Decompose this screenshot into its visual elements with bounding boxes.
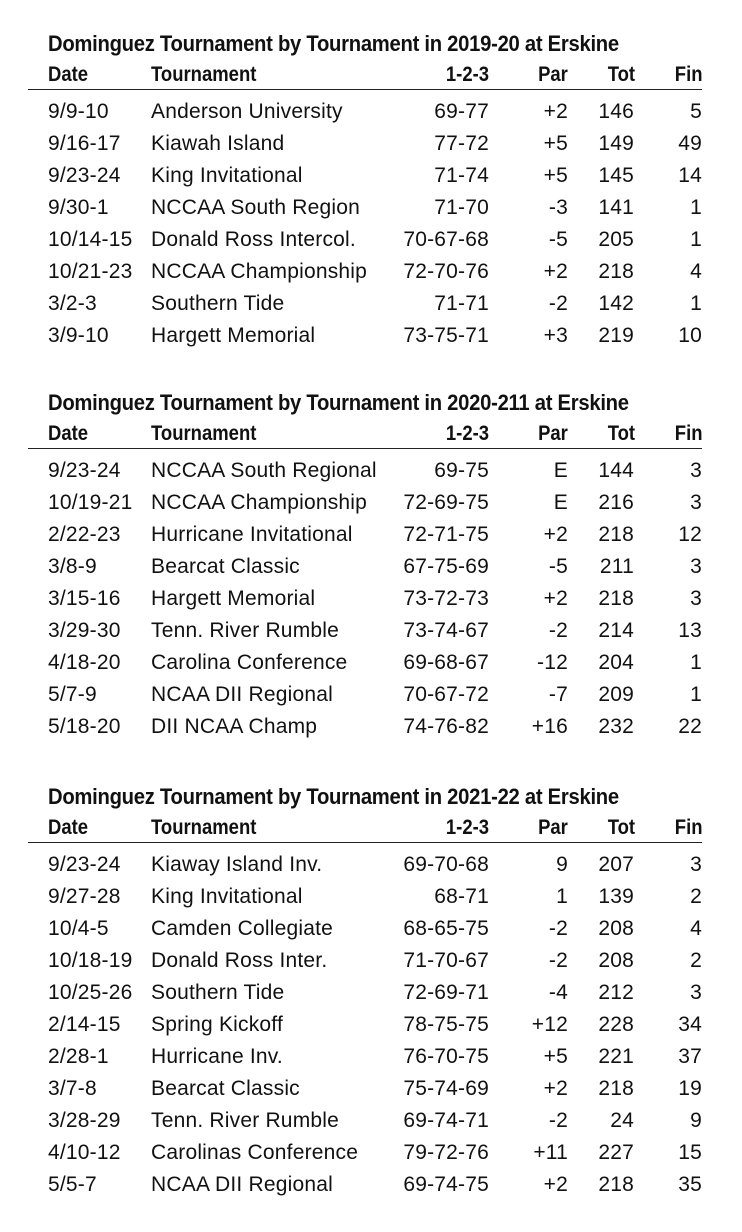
date-cell: 9/27-28 bbox=[48, 885, 121, 908]
tournament-cell: Hurricane Invitational bbox=[151, 523, 353, 546]
table-body bbox=[0, 455, 742, 743]
total-cell: 228 bbox=[598, 1013, 634, 1036]
par-cell: E bbox=[553, 491, 568, 514]
par-cell: +5 bbox=[543, 1045, 568, 1068]
header-rounds: 1-2-3 bbox=[445, 422, 489, 445]
rounds-cell: 71-74 bbox=[434, 164, 489, 187]
tournament-cell: NCCAA Championship bbox=[151, 491, 368, 514]
par-cell: -5 bbox=[548, 228, 568, 251]
rounds-cell: 73-75-71 bbox=[403, 324, 489, 347]
tournament-cell: Bearcat Classic bbox=[151, 1077, 300, 1100]
finish-cell: 13 bbox=[678, 619, 702, 642]
tournament-cell: King Invitational bbox=[151, 164, 303, 187]
header-tournament: Tournament bbox=[151, 422, 257, 445]
table-row bbox=[0, 1169, 742, 1201]
finish-cell: 3 bbox=[690, 587, 702, 610]
rounds-cell: 69-74-75 bbox=[403, 1173, 489, 1196]
table-row bbox=[0, 192, 742, 224]
rounds-cell: 71-70-67 bbox=[403, 949, 489, 972]
rounds-cell: 70-67-72 bbox=[403, 683, 489, 706]
table-row bbox=[0, 288, 742, 320]
header-par: Par bbox=[538, 422, 568, 445]
rounds-cell: 71-71 bbox=[434, 292, 489, 315]
tournament-cell: Southern Tide bbox=[151, 292, 285, 315]
date-cell: 10/21-23 bbox=[48, 260, 133, 283]
tournament-cell: Hurricane Inv. bbox=[151, 1045, 283, 1068]
table-body bbox=[0, 96, 742, 352]
date-cell: 10/14-15 bbox=[48, 228, 133, 251]
table-row bbox=[0, 647, 742, 679]
tournament-cell: Hargett Memorial bbox=[151, 324, 316, 347]
header-date: Date bbox=[48, 63, 89, 86]
header-divider bbox=[28, 89, 702, 90]
total-cell: 218 bbox=[598, 1173, 634, 1196]
finish-cell: 49 bbox=[678, 132, 702, 155]
rounds-cell: 72-69-75 bbox=[403, 491, 489, 514]
finish-cell: 3 bbox=[690, 555, 702, 578]
date-cell: 3/9-10 bbox=[48, 324, 109, 347]
total-cell: 139 bbox=[598, 885, 634, 908]
tournament-cell: Anderson University bbox=[151, 100, 343, 123]
par-cell: -2 bbox=[548, 917, 568, 940]
finish-cell: 2 bbox=[690, 949, 702, 972]
total-cell: 149 bbox=[598, 132, 634, 155]
date-cell: 9/23-24 bbox=[48, 164, 121, 187]
finish-cell: 5 bbox=[690, 100, 702, 123]
par-cell: +12 bbox=[531, 1013, 568, 1036]
header-finish: Fin bbox=[674, 63, 702, 86]
section-title: Dominguez Tournament by Tournament in 2021-22 at Erskine bbox=[48, 784, 619, 809]
total-cell: 207 bbox=[598, 853, 634, 876]
par-cell: -2 bbox=[548, 949, 568, 972]
total-cell: 144 bbox=[598, 459, 634, 482]
finish-cell: 3 bbox=[690, 459, 702, 482]
date-cell: 9/23-24 bbox=[48, 459, 121, 482]
header-par: Par bbox=[538, 63, 568, 86]
table-row bbox=[0, 320, 742, 352]
date-cell: 4/10-12 bbox=[48, 1141, 121, 1164]
rounds-cell: 76-70-75 bbox=[403, 1045, 489, 1068]
tournament-cell: NCAA DII Regional bbox=[151, 1173, 333, 1196]
table-row bbox=[0, 224, 742, 256]
rounds-cell: 73-74-67 bbox=[403, 619, 489, 642]
par-cell: -7 bbox=[548, 683, 568, 706]
date-cell: 9/30-1 bbox=[48, 196, 109, 219]
tournament-cell: Carolina Conference bbox=[151, 651, 348, 674]
rounds-cell: 70-67-68 bbox=[403, 228, 489, 251]
rounds-cell: 68-71 bbox=[434, 885, 489, 908]
header-total: Tot bbox=[607, 63, 635, 86]
par-cell: +2 bbox=[543, 587, 568, 610]
table-header bbox=[0, 422, 742, 446]
tournament-cell: Tenn. River Rumble bbox=[151, 619, 340, 642]
par-cell: +2 bbox=[543, 100, 568, 123]
date-cell: 2/14-15 bbox=[48, 1013, 121, 1036]
finish-cell: 1 bbox=[690, 651, 702, 674]
par-cell: -4 bbox=[548, 981, 568, 1004]
table-header bbox=[0, 816, 742, 840]
total-cell: 24 bbox=[610, 1109, 634, 1132]
date-cell: 5/7-9 bbox=[48, 683, 97, 706]
tournament-cell: Camden Collegiate bbox=[151, 917, 334, 940]
table-row bbox=[0, 849, 742, 881]
par-cell: +16 bbox=[531, 715, 568, 738]
table-header bbox=[0, 63, 742, 87]
finish-cell: 1 bbox=[690, 292, 702, 315]
par-cell: -2 bbox=[548, 619, 568, 642]
table-row bbox=[0, 583, 742, 615]
par-cell: +2 bbox=[543, 260, 568, 283]
rounds-cell: 69-70-68 bbox=[403, 853, 489, 876]
par-cell: 9 bbox=[556, 853, 568, 876]
table-row bbox=[0, 519, 742, 551]
tournament-cell: Spring Kickoff bbox=[151, 1013, 283, 1036]
header-total: Tot bbox=[607, 816, 635, 839]
date-cell: 10/25-26 bbox=[48, 981, 133, 1004]
finish-cell: 2 bbox=[690, 885, 702, 908]
tournament-cell: NCCAA South Regional bbox=[151, 459, 377, 482]
header-finish: Fin bbox=[674, 816, 702, 839]
par-cell: -5 bbox=[548, 555, 568, 578]
header-finish: Fin bbox=[674, 422, 702, 445]
date-cell: 3/7-8 bbox=[48, 1077, 97, 1100]
rounds-cell: 73-72-73 bbox=[403, 587, 489, 610]
total-cell: 209 bbox=[598, 683, 634, 706]
finish-cell: 9 bbox=[690, 1109, 702, 1132]
table-row bbox=[0, 551, 742, 583]
finish-cell: 37 bbox=[678, 1045, 702, 1068]
rounds-cell: 68-65-75 bbox=[403, 917, 489, 940]
table-row bbox=[0, 128, 742, 160]
total-cell: 211 bbox=[599, 555, 634, 578]
finish-cell: 1 bbox=[690, 683, 702, 706]
rounds-cell: 78-75-75 bbox=[403, 1013, 489, 1036]
tournament-cell: Kiaway Island Inv. bbox=[151, 853, 323, 876]
finish-cell: 1 bbox=[690, 196, 702, 219]
total-cell: 227 bbox=[598, 1141, 634, 1164]
tournament-cell: Donald Ross Inter. bbox=[151, 949, 328, 972]
tournament-cell: Bearcat Classic bbox=[151, 555, 300, 578]
rounds-cell: 69-68-67 bbox=[403, 651, 489, 674]
header-divider bbox=[28, 448, 702, 449]
tournament-cell: NCAA DII Regional bbox=[151, 683, 333, 706]
total-cell: 212 bbox=[598, 981, 634, 1004]
finish-cell: 4 bbox=[690, 260, 702, 283]
total-cell: 208 bbox=[598, 949, 634, 972]
total-cell: 146 bbox=[598, 100, 634, 123]
total-cell: 204 bbox=[598, 651, 634, 674]
header-divider bbox=[28, 842, 702, 843]
par-cell: E bbox=[553, 459, 568, 482]
rounds-cell: 72-69-71 bbox=[403, 981, 489, 1004]
rounds-cell: 67-75-69 bbox=[403, 555, 489, 578]
table-row bbox=[0, 455, 742, 487]
total-cell: 218 bbox=[598, 587, 634, 610]
finish-cell: 3 bbox=[690, 491, 702, 514]
date-cell: 5/5-7 bbox=[48, 1173, 97, 1196]
date-cell: 2/28-1 bbox=[48, 1045, 109, 1068]
total-cell: 214 bbox=[598, 619, 634, 642]
table-row bbox=[0, 977, 742, 1009]
section-title: Dominguez Tournament by Tournament in 2019-20 at Erskine bbox=[48, 31, 619, 56]
tournament-cell: Kiawah Island bbox=[151, 132, 285, 155]
date-cell: 10/19-21 bbox=[48, 491, 133, 514]
par-cell: -2 bbox=[548, 1109, 568, 1132]
header-date: Date bbox=[48, 816, 89, 839]
table-row bbox=[0, 256, 742, 288]
rounds-cell: 75-74-69 bbox=[403, 1077, 489, 1100]
date-cell: 3/8-9 bbox=[48, 555, 97, 578]
finish-cell: 34 bbox=[678, 1013, 702, 1036]
total-cell: 219 bbox=[598, 324, 634, 347]
header-date: Date bbox=[48, 422, 89, 445]
par-cell: +5 bbox=[543, 132, 568, 155]
finish-cell: 3 bbox=[690, 981, 702, 1004]
date-cell: 3/2-3 bbox=[48, 292, 97, 315]
table-row bbox=[0, 679, 742, 711]
tournament-cell: Donald Ross Intercol. bbox=[151, 228, 356, 251]
tournament-cell: DII NCAA Champ bbox=[151, 715, 318, 738]
rounds-cell: 69-74-71 bbox=[403, 1109, 489, 1132]
table-row bbox=[0, 913, 742, 945]
header-total: Tot bbox=[607, 422, 635, 445]
date-cell: 9/23-24 bbox=[48, 853, 121, 876]
tournament-cell: Southern Tide bbox=[151, 981, 285, 1004]
date-cell: 3/28-29 bbox=[48, 1109, 121, 1132]
total-cell: 205 bbox=[598, 228, 634, 251]
rounds-cell: 77-72 bbox=[434, 132, 489, 155]
date-cell: 3/29-30 bbox=[48, 619, 121, 642]
finish-cell: 12 bbox=[678, 523, 702, 546]
rounds-cell: 74-76-82 bbox=[403, 715, 489, 738]
table-row bbox=[0, 1041, 742, 1073]
date-cell: 10/18-19 bbox=[48, 949, 133, 972]
date-cell: 9/9-10 bbox=[48, 100, 109, 123]
table-row bbox=[0, 487, 742, 519]
date-cell: 9/16-17 bbox=[48, 132, 121, 155]
table-body bbox=[0, 849, 742, 1201]
finish-cell: 14 bbox=[678, 164, 702, 187]
rounds-cell: 72-71-75 bbox=[403, 523, 489, 546]
rounds-cell: 69-75 bbox=[434, 459, 489, 482]
finish-cell: 35 bbox=[678, 1173, 702, 1196]
par-cell: +5 bbox=[543, 164, 568, 187]
rounds-cell: 72-70-76 bbox=[403, 260, 489, 283]
finish-cell: 22 bbox=[678, 715, 702, 738]
total-cell: 232 bbox=[598, 715, 634, 738]
header-rounds: 1-2-3 bbox=[445, 63, 489, 86]
date-cell: 2/22-23 bbox=[48, 523, 121, 546]
finish-cell: 3 bbox=[690, 853, 702, 876]
tournament-cell: Hargett Memorial bbox=[151, 587, 316, 610]
table-row bbox=[0, 96, 742, 128]
finish-cell: 10 bbox=[678, 324, 702, 347]
header-par: Par bbox=[538, 816, 568, 839]
total-cell: 142 bbox=[598, 292, 634, 315]
total-cell: 218 bbox=[598, 1077, 634, 1100]
rounds-cell: 71-70 bbox=[434, 196, 489, 219]
total-cell: 216 bbox=[598, 491, 634, 514]
table-row bbox=[0, 1009, 742, 1041]
table-row bbox=[0, 711, 742, 743]
header-tournament: Tournament bbox=[151, 816, 257, 839]
tournament-cell: NCCAA Championship bbox=[151, 260, 368, 283]
par-cell: -3 bbox=[548, 196, 568, 219]
header-rounds: 1-2-3 bbox=[445, 816, 489, 839]
par-cell: -12 bbox=[537, 651, 568, 674]
par-cell: 1 bbox=[556, 885, 568, 908]
par-cell: -2 bbox=[548, 292, 568, 315]
table-row bbox=[0, 1073, 742, 1105]
tournament-cell: Carolinas Conference bbox=[151, 1141, 359, 1164]
date-cell: 10/4-5 bbox=[48, 917, 109, 940]
tournament-cell: Tenn. River Rumble bbox=[151, 1109, 340, 1132]
tournament-cell: King Invitational bbox=[151, 885, 303, 908]
total-cell: 221 bbox=[598, 1045, 634, 1068]
rounds-cell: 79-72-76 bbox=[403, 1141, 489, 1164]
date-cell: 5/18-20 bbox=[48, 715, 121, 738]
total-cell: 145 bbox=[598, 164, 634, 187]
finish-cell: 15 bbox=[678, 1141, 702, 1164]
par-cell: +3 bbox=[543, 324, 568, 347]
table-row bbox=[0, 615, 742, 647]
tournament-cell: NCCAA South Region bbox=[151, 196, 361, 219]
header-tournament: Tournament bbox=[151, 63, 257, 86]
finish-cell: 19 bbox=[678, 1077, 702, 1100]
section-title: Dominguez Tournament by Tournament in 2020-211 at Erskine bbox=[48, 390, 629, 415]
finish-cell: 1 bbox=[690, 228, 702, 251]
table-row bbox=[0, 1105, 742, 1137]
table-row bbox=[0, 945, 742, 977]
date-cell: 3/15-16 bbox=[48, 587, 121, 610]
table-row bbox=[0, 881, 742, 913]
par-cell: +2 bbox=[543, 1173, 568, 1196]
total-cell: 218 bbox=[598, 260, 634, 283]
total-cell: 141 bbox=[598, 196, 634, 219]
par-cell: +11 bbox=[533, 1141, 568, 1164]
total-cell: 208 bbox=[598, 917, 634, 940]
table-row bbox=[0, 1137, 742, 1169]
par-cell: +2 bbox=[543, 1077, 568, 1100]
par-cell: +2 bbox=[543, 523, 568, 546]
rounds-cell: 69-77 bbox=[434, 100, 489, 123]
table-row bbox=[0, 160, 742, 192]
date-cell: 4/18-20 bbox=[48, 651, 121, 674]
total-cell: 218 bbox=[598, 523, 634, 546]
finish-cell: 4 bbox=[690, 917, 702, 940]
